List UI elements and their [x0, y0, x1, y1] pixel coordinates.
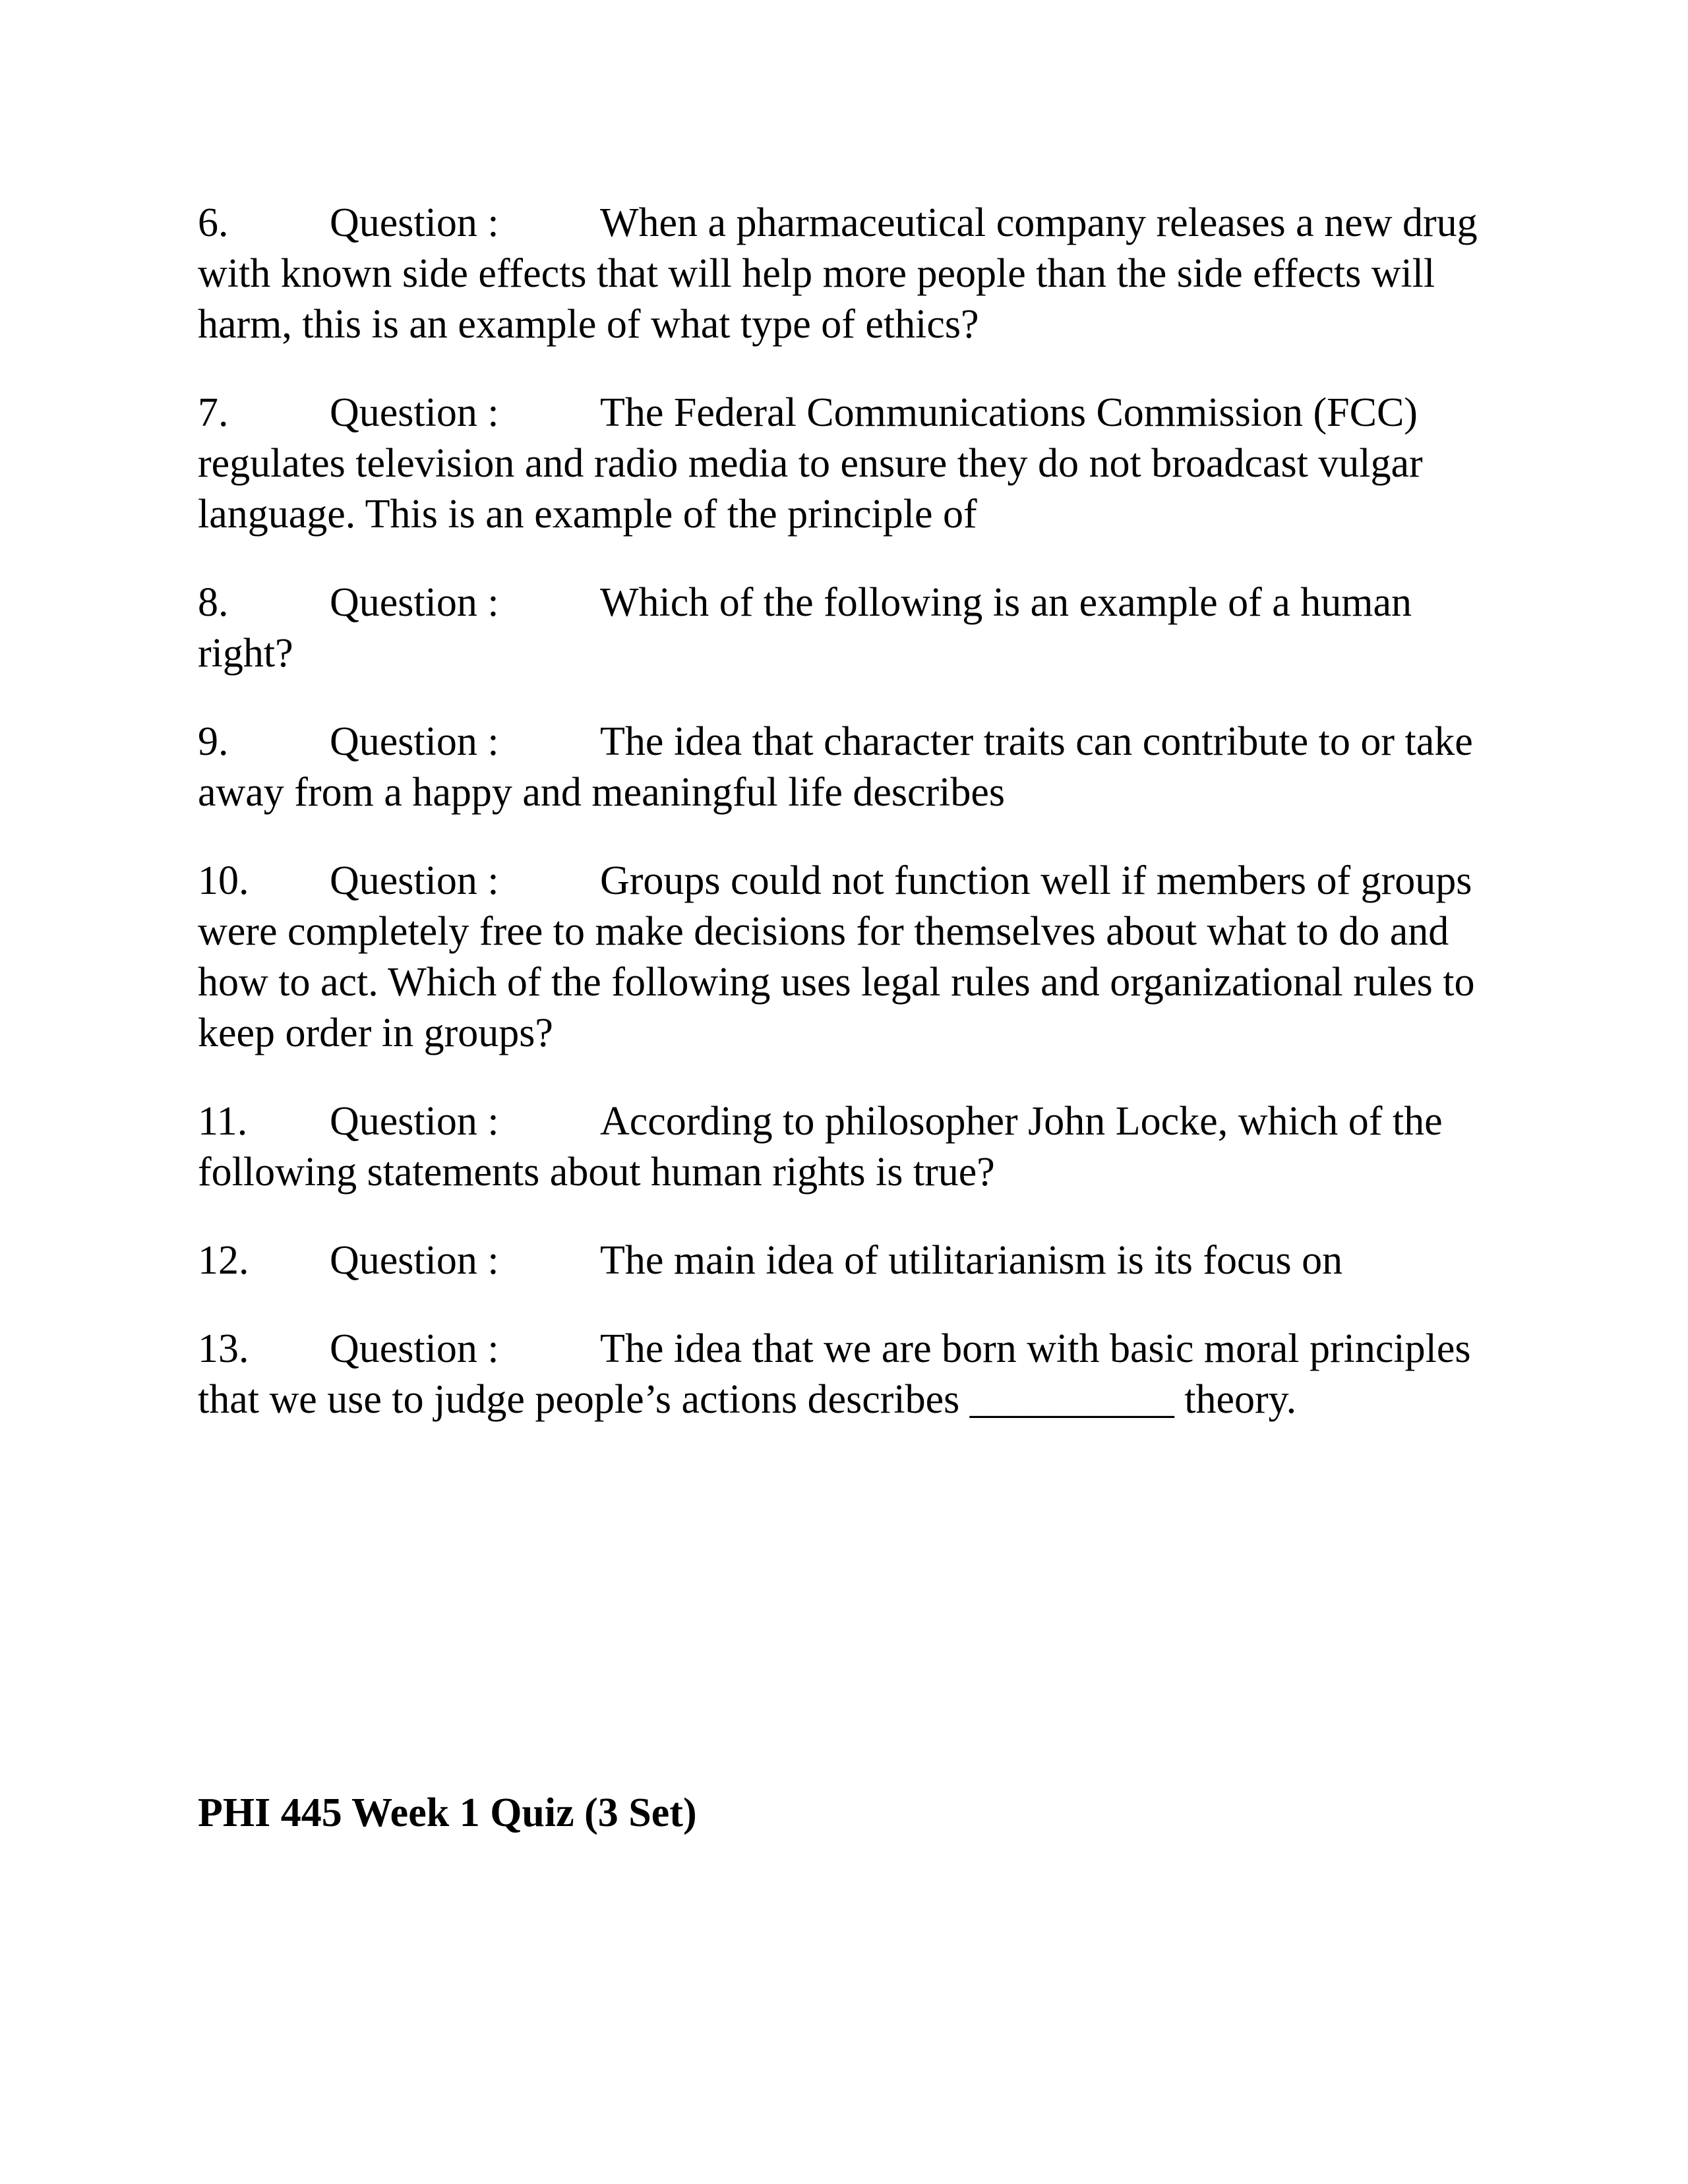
question-number: 9.	[198, 719, 229, 764]
question-text: The Federal Communications Commission (FCC) regulates television and radio media to ensure they do not broadcast vulgar language. This is an example of the principle of	[198, 390, 1423, 537]
question-number: 7.	[198, 390, 229, 435]
question-item	[198, 1324, 1490, 1425]
question-item	[198, 388, 1490, 540]
question-text: According to philosopher John Locke, which of the following statements about human rights is true?	[198, 1099, 1443, 1195]
question-label: Question :	[330, 719, 499, 764]
question-label: Question :	[330, 858, 499, 903]
question-label: Question :	[330, 580, 499, 625]
question-item	[198, 856, 1490, 1059]
question-text: The main idea of utilitarianism is its focus on	[600, 1238, 1343, 1283]
question-number: 10.	[198, 858, 249, 903]
question-label: Question :	[330, 200, 499, 245]
question-label: Question :	[330, 1099, 499, 1144]
question-text: Groups could not function well if members of groups were completely free to make decisions for themselves about what to do and how to act. Which of the following uses legal rules and organizational rules to keep order in groups?	[198, 858, 1475, 1055]
question-text: The idea that we are born with basic moral principles that we use to judge people’s actions describes __________ theory.	[198, 1326, 1471, 1422]
question-number: 12.	[198, 1238, 249, 1283]
question-label: Question :	[330, 1326, 499, 1371]
question-number: 6.	[198, 200, 229, 245]
question-item	[198, 1096, 1490, 1198]
question-number: 11.	[198, 1099, 248, 1144]
question-item	[198, 717, 1490, 818]
question-number: 8.	[198, 580, 229, 625]
question-label: Question :	[330, 390, 499, 435]
question-item	[198, 198, 1490, 350]
question-item	[198, 1235, 1490, 1286]
question-label: Question :	[330, 1238, 499, 1283]
question-text: Which of the following is an example of a human right?	[198, 580, 1412, 676]
section-heading: PHI 445 Week 1 Quiz (3 Set)	[198, 1790, 697, 1835]
question-number: 13.	[198, 1326, 249, 1371]
question-item	[198, 577, 1490, 679]
question-list	[198, 198, 1490, 1463]
question-text: The idea that character traits can contribute to or take away from a happy and meaningful life describes	[198, 719, 1473, 815]
question-text: When a pharmaceutical company releases a new drug with known side effects that will help more people than the side effects will harm, this is an example of what type of ethics?	[198, 200, 1478, 347]
